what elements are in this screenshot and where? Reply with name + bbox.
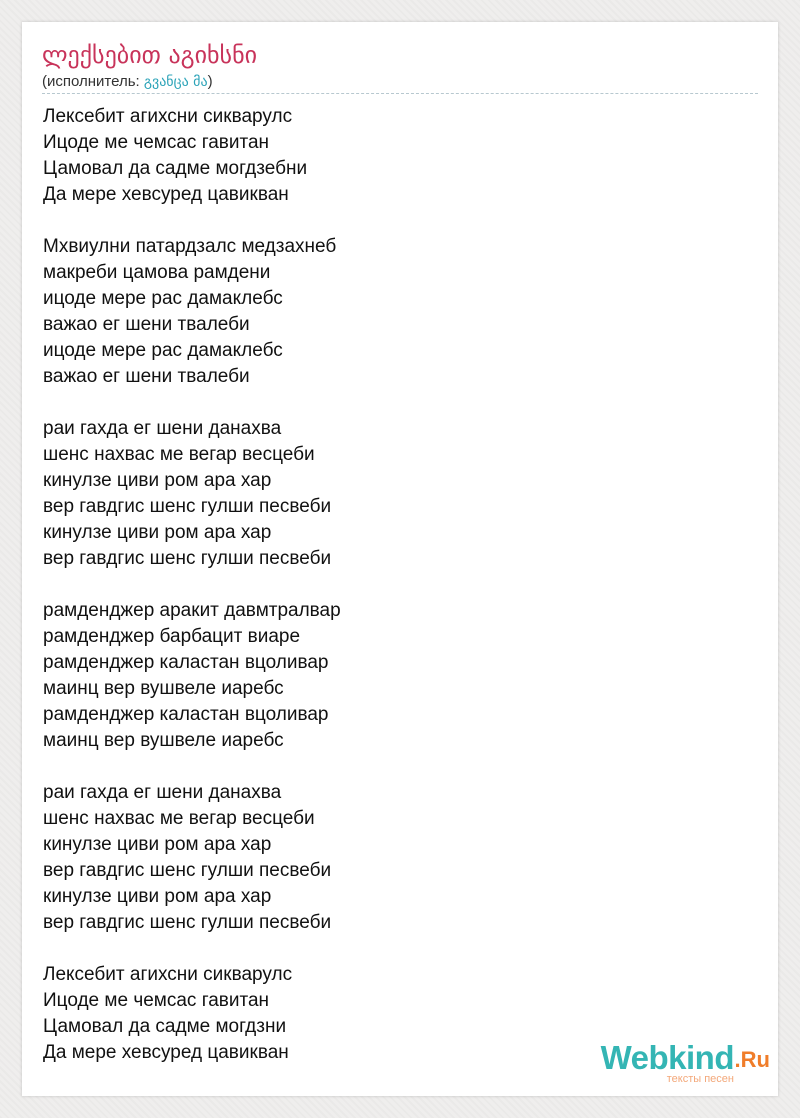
artist-link[interactable]: გვანცა მა xyxy=(143,74,208,90)
title-divider xyxy=(42,93,758,94)
lyric-line: Ицоде ме чемсас гавитан xyxy=(43,132,270,153)
lyric-line: рамденджер каластан вцоливар xyxy=(43,704,329,725)
lyric-line: Мхвиулни патардзалс медзахнеб xyxy=(43,236,337,257)
lyric-line: маинц вер вушвеле иаребс xyxy=(43,678,284,699)
lyric-line: Лексебит агихсни сикварулс xyxy=(43,106,293,127)
logo-wordmark: Webkind xyxy=(600,1039,734,1076)
lyric-line: Да мере хевсуред цавикван xyxy=(43,184,289,205)
lyric-line: важао ег шени твалеби xyxy=(43,366,250,387)
artist-suffix: ) xyxy=(207,73,213,90)
lyric-line: кинулзе циви ром ара хар xyxy=(43,470,272,491)
lyric-line: рамденджер аракит давмтралвар xyxy=(43,600,341,621)
lyric-line: макреби цамова рамдени xyxy=(43,262,271,283)
logo-tagline: тексты песен xyxy=(666,1073,734,1085)
stanza xyxy=(43,780,743,936)
stanza xyxy=(43,104,743,208)
lyric-line: маинц вер вушвеле иаребс xyxy=(43,730,284,751)
artist-line xyxy=(42,73,213,91)
site-logo[interactable] xyxy=(580,1040,770,1084)
stanza xyxy=(43,598,743,754)
lyric-line: раи гахда ег шени данахва xyxy=(43,782,282,803)
lyric-line: ицоде мере рас дамаклебс xyxy=(43,340,283,361)
lyric-line: кинулзе циви ром ара хар xyxy=(43,834,272,855)
lyric-line: ицоде мере рас дамаклебс xyxy=(43,288,283,309)
lyric-line: вер гавдгис шенс гулши песвеби xyxy=(43,496,332,517)
lyric-line: вер гавдгис шенс гулши песвеби xyxy=(43,912,332,933)
stanza xyxy=(43,416,743,572)
lyrics-sheet xyxy=(22,22,778,1096)
lyric-line: раи гахда ег шени данахва xyxy=(43,418,282,439)
stanza xyxy=(43,234,743,390)
lyric-line: Ицоде ме чемсас гавитан xyxy=(43,990,270,1011)
lyric-line: важао ег шени твалеби xyxy=(43,314,250,335)
lyric-line: кинулзе циви ром ара хар xyxy=(43,886,272,907)
lyric-line: Цамовал да садме могдзни xyxy=(43,1016,287,1037)
logo-domain-suffix: .Ru xyxy=(734,1047,770,1072)
lyrics-body xyxy=(43,104,743,1092)
lyric-line: вер гавдгис шенс гулши песвеби xyxy=(43,548,332,569)
lyric-line: шенс нахвас ме вегар весцеби xyxy=(43,808,315,829)
lyric-line: кинулзе циви ром ара хар xyxy=(43,522,272,543)
lyric-line: шенс нахвас ме вегар весцеби xyxy=(43,444,315,465)
song-title: ლექსებით აგიხსნი xyxy=(42,41,258,69)
lyric-line: Да мере хевсуред цавикван xyxy=(43,1042,289,1063)
lyric-line: рамденджер барбацит виаре xyxy=(43,626,301,647)
lyric-line: рамденджер каластан вцоливар xyxy=(43,652,329,673)
lyric-line: Лексебит агихсни сикварулс xyxy=(43,964,293,985)
artist-prefix: (исполнитель: xyxy=(42,73,144,90)
lyric-line: вер гавдгис шенс гулши песвеби xyxy=(43,860,332,881)
lyric-line: Цамовал да садме могдзебни xyxy=(43,158,308,179)
